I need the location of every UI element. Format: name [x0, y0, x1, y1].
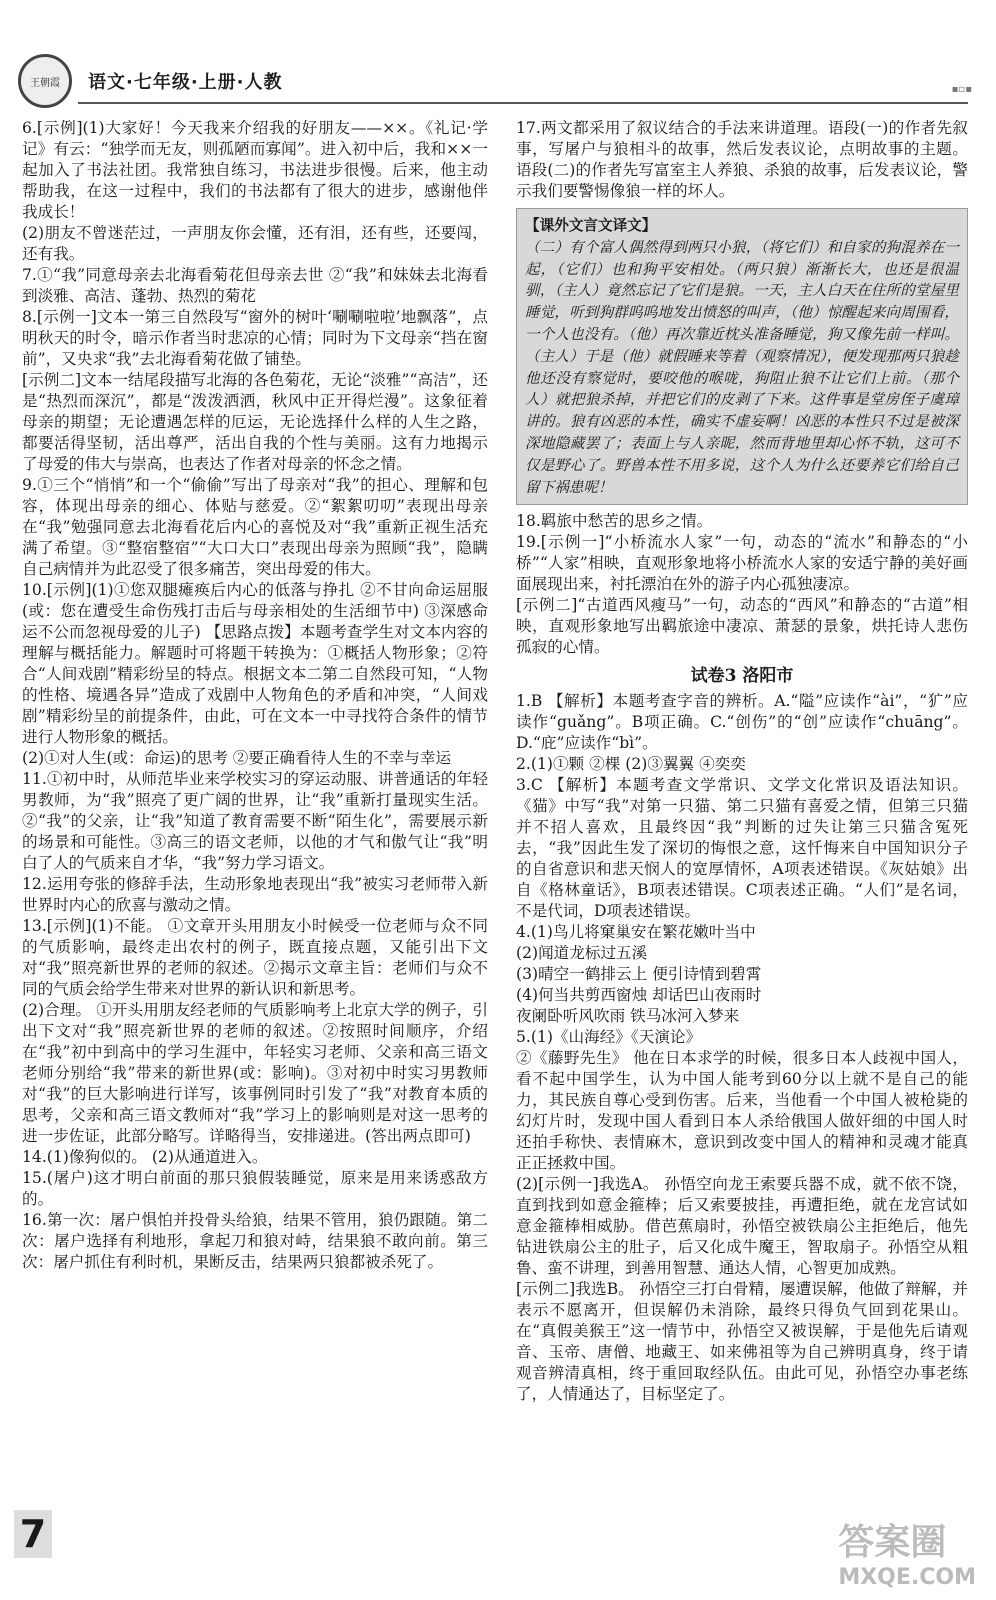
answer-item: [示例二]我选B。 孙悟空三打白骨精，屡遭误解，他做了辩解，并表示不愿离开，但误解仍未消除，最终只得负气回到花果山。在“真假美猴王”这一情节中，孙悟空又被误解，于是他先后请观音、玉帝、唐僧、地藏王、如来佛祖等为自己辨明真身，终于请观音辨清真相，终于重回取经队伍。由此可见，孙悟空办事老练了，人情通达了，目标坚定了。 [516, 1280, 968, 1404]
answer-item: 4.(1)鸟儿将窠巢安在繁花嫩叶当中 [516, 923, 756, 942]
answer-item: 5.(1)《山海经》《天演论》 [516, 1028, 702, 1047]
answer-item: (3)晴空一鹤排云上 便引诗情到碧霄 [516, 965, 762, 984]
right-column [516, 118, 968, 1405]
answer-item: 6.[示例](1)大家好！今天我来介绍我的好朋友——××。《礼记·学记》有云：“独学而无友，则孤陋而寡闻”。进入初中后，我和××一起加入了书法社团。我常独自练习，书法进步很慢。后来，他主动帮助我，在这一过程中，我们的书法都有了很大的进步，感谢他伴我成长！ [22, 119, 488, 221]
answer-item: (2)[示例一]我选A。 孙悟空向龙王索要兵器不成，就不依不饶，直到找到如意金箍棒；后又索要披挂，再遭拒绝，就在龙宫试如意金箍棒相威胁。借芭蕉扇时，孙悟空被铁扇公主拒绝后，他先钻进铁扇公主的肚子，后又化成牛魔王，智取扇子。孙悟空从粗鲁、蛮不讲理，到善用智慧、通达人情，心智更加成熟。 [516, 1175, 968, 1278]
answer-item: (2)朋友不曾迷茫过，一声朋友你会懂，还有泪，还有些，还要闯，还有我。 [22, 224, 488, 263]
answer-item: ②《藤野先生》 他在日本求学的时候，很多日本人歧视中国人，看不起中国学生，认为中国人能考到60分以上就不是自己的能力，其民族自尊心受到伤害。后来，当他看一个中国人被枪毙的幻灯片时，发现中国人看到日本人杀给俄国人做奸细的中国人时还拍手称快、表情麻木，意识到改变中国人的精神和灵魂才能真正正拯救中国。 [516, 1049, 968, 1173]
page-number: 7 [14, 1510, 52, 1558]
exam-section-title: 试卷3 洛阳市 [690, 666, 794, 687]
answer-item: 18.羁旅中愁苦的思乡之情。 [516, 512, 713, 531]
watermark: 答案圈 MXQE.COM [838, 1522, 976, 1590]
translation-box [516, 208, 968, 505]
answer-item: 1.B 【解析】本题考查字音的辨析。A.“隘”应读作“ài”，“犷”应读作“guǎng”。B项正确。C.“创伤”的“创”应读作“chuāng”。D.“庇”应读作“bì”。 [516, 692, 968, 753]
answer-item: (4)何当共剪西窗烛 却话巴山夜雨时 [516, 986, 762, 1005]
answer-item: [示例二]文本一结尾段描写北海的各色菊花，无论“淡雅”“高洁”，还是“热烈而深沉”，都是“泼泼洒洒，秋风中正开得烂漫”。这象征着母亲的期望；无论遭遇怎样的厄运，无论选择什么样的人生之路，都要活得坚韧，活出尊严，活出自我的个性与美丽。这有力地揭示了母爱的伟大与崇高，也表达了作者对母亲的怀念之情。 [22, 371, 488, 473]
answer-item: 15.(屠户)这才明白前面的那只狼假装睡觉，原来是用来诱惑敌方的。 [22, 1169, 488, 1208]
answer-item: 16.第一次：屠户惧怕并投骨头给狼，结果不管用，狼仍跟随。第二次：屠户选择有利地形，拿起刀和狼对峙，结果狼不敢向前。第三次：屠户抓住有利时机，果断反击，结果两只狼都被杀死了。 [22, 1211, 488, 1271]
answer-item: 17.两文都采用了叙议结合的手法来讲道理。语段(一)的作者先叙事，写屠户与狼相斗的故事，然后发表议论，点明故事的主题。语段(二)的作者先写富室主人养狼、杀狼的故事，后发表议论，警示我们要警惕像狼一样的坏人。 [516, 119, 968, 200]
publisher-logo: 王朝霞 [18, 54, 72, 108]
answer-item: 13.[示例](1)不能。 ①文章开头用朋友小时候受一位老师与众不同的气质影响，最终走出农村的例子，既直接点题，又能引出下文对“我”照亮新世界的老师的叙述。②揭示文章主旨：老师们与众不同的气质会给学生带来对世界的新认识和新思考。 [22, 917, 488, 998]
decorative-dots-icon: ▪▫▪ [951, 84, 972, 95]
answer-item: 14.(1)像狗似的。 (2)从通道进入。 [22, 1148, 268, 1166]
answer-item: (2)闻道龙标过五溪 [516, 944, 648, 963]
left-column [22, 118, 488, 1273]
answer-item: (2)①对人生(或：命运)的思考 ②要正确看待人生的不幸与幸运 [22, 749, 452, 767]
header-rule [78, 102, 968, 104]
answer-item: 2.(1)①颗 ②棵 (2)③翼翼 ④奕奕 [516, 755, 746, 774]
answer-item: 7.①“我”同意母亲去北海看菊花但母亲去世 ②“我”和妹妹去北海看到淡雅、高洁、蓬勃、热烈的菊花 [22, 266, 488, 305]
answer-item: 9.①三个“悄悄”和一个“偷偷”写出了母亲对“我”的担心、理解和包容，体现出母亲的细心、体贴与慈爱。②“絮絮叨叨”表现出母亲在“我”勉强同意去北海看花后内心的喜悦及对“我”重新正视生活充满了希望。③“整宿整宿”“大口大口”表现出母亲为照顾“我”，隐瞒自己病情并为此忍受了很多痛苦，突出母爱的伟大。 [22, 476, 488, 578]
answer-item: 19.[示例一]“小桥流水人家”一句，动态的“流水”和静态的“小桥”“人家”相映，直观形象地将小桥流水人家的安适宁静的美好画面展现出来，衬托漂泊在外的游子内心孤独凄凉。 [516, 533, 968, 594]
answer-item: (2)合理。 ①开头用朋友经老师的气质影响考上北京大学的例子，引出下文对“我”照亮新世界的老师的叙述。②按照时间顺序，介绍在“我”初中到高中的学习生涯中，年轻实习老师、父亲和高三语文老师分别给“我”带来的新世界(或：影响)。③对初中时实习男教师对“我”的巨大影响进行详写，该事例同时引发了“我”对教育本质的思考，父亲和高三语文教师对“我”学习上的影响则是对这一思考的进一步佐证，此部分略写。详略得当，安排递进。(答出两点即可) [22, 1001, 488, 1145]
answer-item: 夜阑卧听风吹雨 铁马冰河入梦来 [516, 1007, 740, 1026]
answer-item: 10.[示例](1)①您双腿瘫痪后内心的低落与挣扎 ②不甘向命运屈服(或：您在遭受生命伤残打击后与母亲相处的生活细节中) ③深感命运不公而忽视母爱的儿子) 【思路点拨】本题考查学生对文本内容的理解与概括能力。解题时可将题干转换为：①概括人物形象；②符合“人间戏剧”精彩纷呈的特点。根据文本二第二自然段可知，“人物的性格、境遇各异”造成了戏剧中人物角色的矛盾和冲突，“人间戏剧”精彩纷呈的前提条件，由此，可在文本一中寻找符合条件的情节进行人物形象的概括。 [22, 581, 488, 746]
answer-item: 8.[示例一]文本一第三自然段写“窗外的树叶‘唰唰啦啦’地飘落”，点明秋天的时令，暗示作者当时悲凉的心情；同时为下文母亲“挡在窗前”，又央求“我”去北海看菊花做了铺垫。 [22, 308, 488, 368]
answer-item: 3.C 【解析】本题考查文学常识、文学文化常识及语法知识。《猫》中写“我”对第一只猫、第二只猫有喜爱之情，但第三只猫并不招人喜欢，且最终因“我”判断的过失让第三只猫含冤死去，“我”因此生发了深切的悔恨之意，这忏悔来自中国知识分子的自省意识和悲天悯人的宽厚情怀，A项表述错误。《灰姑娘》出自《格林童话》，B项表述错误。C项表述正确。“人们”是名词，不是代词，D项表述错误。 [516, 776, 968, 921]
answer-item: 11.①初中时，从师范毕业来学校实习的穿运动服、讲普通话的年轻男教师，为“我”照亮了更广阔的世界，让“我”重新打量现实生活。②“我”的父亲，让“我”知道了教育需要不断“陌生化”，需要展示新的场景和可能性。③高三的语文老师，以他的才气和傲气让“我”明白了人的气质来自才华，“我”努力学习语文。 [22, 770, 488, 872]
translation-text: （二）有个富人偶然得到两只小狼，（将它们）和自家的狗混养在一起，（它们）也和狗平安相处。（两只狼）渐渐长大，也还是很温驯，（主人）竟然忘记了它们是狼。一天，主人白天在住所的堂屋里睡觉，听到狗群呜呜地发出愤怒的叫声，（他）惊醒起来向周围看，一个人也没有。（他）再次靠近枕头准备睡觉，狗又像先前一样叫。（主人）于是（他）就假睡来等着（观察情况），便发现那两只狼趁他还没有察觉时，要咬他的喉咙，狗阻止狼不让它们上前。（那个人）就把狼杀掉，并把它们的皮剥了下来。这件事是堂房侄子虞璋讲的。狼有凶恶的本性，确实不虚妄啊！凶恶的本性只不过是被深深地隐藏罢了；表面上与人亲昵，然而背地里却心怀不轨，这可不仅是野心了。野兽本性不用多说，这个人为什么还要养它们给自己留下祸患呢！ [525, 238, 959, 496]
book-title: 语文·七年级·上册·人教 [88, 72, 283, 93]
translation-title: 【课外文言文译文】 [525, 217, 657, 234]
answer-item: 12.运用夸张的修辞手法，生动形象地表现出“我”被实习老师带入新世界时内心的欣喜与激动之情。 [22, 875, 488, 914]
answer-item: [示例二]“古道西风瘦马”一句，动态的“西风”和静态的“古道”相映，直观形象地写出羁旅途中凄凉、萧瑟的景象，烘托诗人悲伤孤寂的心情。 [516, 596, 968, 657]
page-header [18, 54, 978, 106]
